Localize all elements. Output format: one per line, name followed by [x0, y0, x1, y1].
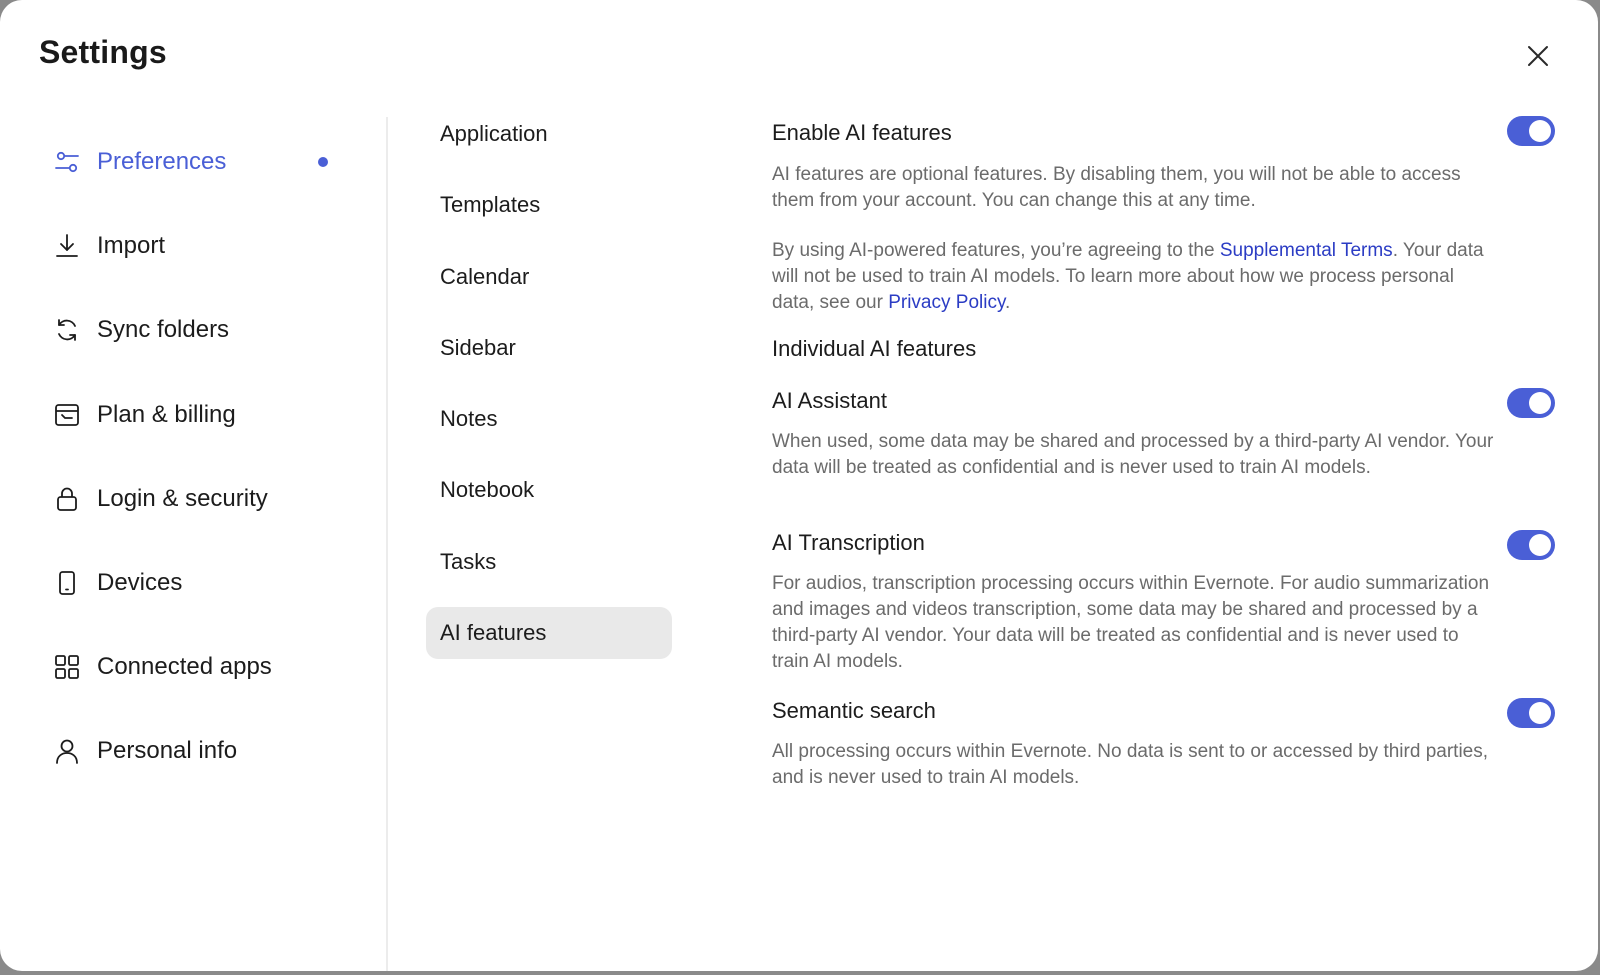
device-icon	[52, 568, 82, 598]
preferences-subnav	[426, 108, 672, 678]
subnav-item-notes[interactable]: Notes	[440, 406, 498, 432]
terms-text-after: .	[1005, 292, 1011, 313]
toggle-knob	[1529, 702, 1551, 724]
ai-transcription-title: AI Transcription	[772, 530, 925, 555]
nav-label-preferences: Preferences	[97, 148, 227, 176]
terms-text-middle: . Your data will not be used to train AI models. To learn more about how we process personal data, see our	[772, 240, 1484, 313]
nav-item-personal-info[interactable]	[40, 709, 350, 793]
dialog-title: Settings	[39, 34, 167, 70]
toggle-knob	[1529, 392, 1551, 414]
semantic-search-toggle[interactable]	[1507, 698, 1555, 728]
sliders-icon	[52, 147, 82, 177]
download-icon	[52, 231, 82, 261]
lock-icon	[52, 484, 82, 514]
enable-ai-toggle[interactable]	[1507, 116, 1555, 146]
nav-label-login-security: Login & security	[97, 484, 268, 512]
supplemental-terms-link[interactable]: Supplemental Terms	[1219, 240, 1393, 261]
semantic-search-description: All processing occurs within Evernote. No data is sent to or accessed by third parties, and is never used to train AI models.	[772, 741, 1489, 788]
nav-label-import: Import	[97, 232, 166, 260]
terms-text-before: By using AI-powered features, you’re agreeing to the	[772, 240, 1220, 261]
nav-item-connected-apps[interactable]	[40, 625, 350, 709]
close-button[interactable]	[1522, 40, 1554, 72]
nav-item-plan-billing[interactable]	[40, 373, 350, 457]
individual-features-heading: Individual AI features	[772, 336, 977, 361]
nav-item-sync-folders[interactable]	[40, 288, 350, 372]
close-icon	[1527, 45, 1549, 67]
nav-item-devices[interactable]	[40, 541, 350, 625]
subnav-item-notebook[interactable]: Notebook	[440, 477, 535, 503]
subnav-item-tasks[interactable]: Tasks	[440, 548, 497, 574]
subnav-item-application[interactable]: Application	[440, 121, 548, 146]
enable-ai-title: Enable AI features	[772, 120, 952, 145]
subnav-item-calendar[interactable]: Calendar	[440, 263, 530, 289]
terms-description	[772, 238, 1494, 316]
ai-assistant-description: When used, some data may be shared and processed by a third-party AI vendor. Your data will be treated as confidential and is never used to train AI models.	[772, 431, 1494, 478]
settings-category-nav	[40, 120, 350, 794]
subnav-item-ai-features[interactable]: AI features	[426, 607, 672, 659]
nav-label-plan-billing: Plan & billing	[97, 400, 236, 428]
sync-icon	[52, 315, 82, 345]
ai-transcription-toggle[interactable]	[1507, 530, 1555, 560]
nav-item-import[interactable]	[40, 204, 350, 288]
toggle-knob	[1529, 120, 1551, 142]
nav-label-connected-apps: Connected apps	[97, 653, 272, 681]
ai-transcription-description: For audios, transcription processing occurs within Evernote. For audio summarization and images and videos transcription, some data may be shared and processed by a third-party AI vendor. Your data will be treated as confidential and is never used to train AI models.	[772, 573, 1490, 672]
subnav-item-sidebar[interactable]: Sidebar	[440, 334, 516, 360]
subnav-item-templates[interactable]: Templates	[440, 192, 541, 218]
ai-assistant-toggle[interactable]	[1507, 388, 1555, 418]
column-divider	[386, 117, 388, 971]
enable-ai-description: AI features are optional features. By disabling them, you will not be able to access them from your account. You can change this at any time.	[772, 164, 1461, 211]
nav-label-sync-folders: Sync folders	[97, 316, 230, 344]
privacy-policy-link[interactable]: Privacy Policy	[888, 292, 1006, 313]
nav-item-login-security[interactable]	[40, 457, 350, 541]
apps-grid-icon	[52, 652, 82, 682]
person-icon	[52, 736, 82, 766]
nav-item-preferences[interactable]	[40, 120, 350, 204]
billing-icon	[52, 400, 82, 430]
ai-assistant-title: AI Assistant	[772, 388, 887, 413]
active-indicator-dot	[318, 157, 328, 167]
nav-label-devices: Devices	[97, 569, 183, 597]
nav-label-personal-info: Personal info	[97, 737, 238, 765]
semantic-search-title: Semantic search	[772, 698, 936, 723]
toggle-knob	[1529, 534, 1551, 556]
